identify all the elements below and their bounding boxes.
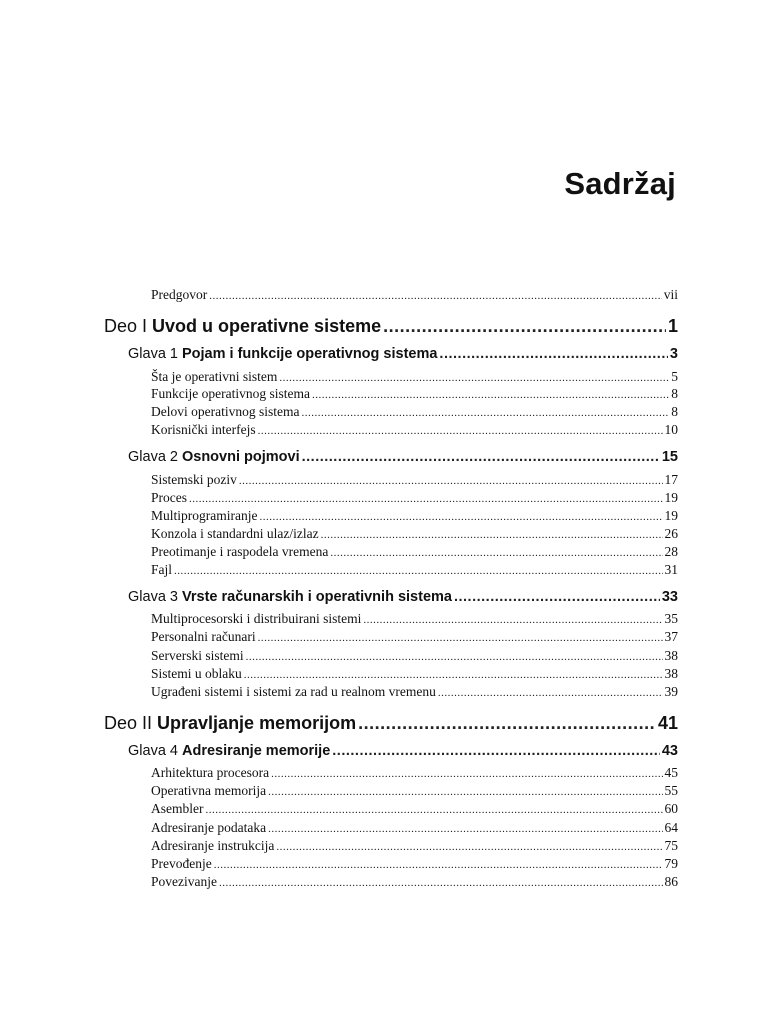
toc-entry-label: Operativna memorija [151, 783, 267, 798]
dot-leader [268, 786, 662, 798]
dot-leader [268, 823, 662, 835]
toc-entry-label: Adresiranje instrukcija [151, 838, 275, 853]
toc-page-number: 35 [664, 611, 678, 626]
chapter-title: Pojam i funkcije operativnog sistema [181, 346, 438, 362]
toc-page-number: 79 [664, 856, 678, 871]
toc-entry-label: Ugrađeni sistemi i sistemi za rad u realnom vremenu [151, 684, 436, 699]
toc-entry[interactable] [151, 422, 678, 438]
toc-chapter-4[interactable] [128, 743, 678, 759]
toc-chapter-1[interactable] [128, 346, 678, 362]
toc-page-number: 38 [664, 648, 678, 663]
part-title: Uvod u operativne sisteme [152, 316, 382, 336]
toc-entry-label: Konzola i standardni ulaz/izlaz [151, 526, 319, 541]
toc-entry[interactable] [151, 765, 678, 781]
toc-page-number: 5 [671, 369, 678, 384]
toc-page-number: 60 [664, 801, 678, 816]
dot-leader [276, 841, 662, 853]
dot-leader [205, 804, 662, 816]
toc-page-number: 64 [664, 820, 678, 835]
toc-entry[interactable] [151, 386, 678, 402]
dot-leader [330, 547, 662, 559]
dot-leader [244, 669, 663, 681]
toc-entry[interactable] [151, 490, 678, 506]
toc-entry[interactable] [151, 838, 678, 854]
dot-leader [239, 475, 663, 487]
toc-page-number: 43 [661, 743, 678, 759]
dot-leader [246, 651, 663, 663]
toc-page-number: 39 [664, 684, 678, 699]
toc-entry-label: Sistemi u oblaku [151, 666, 242, 681]
toc-entry-label: Šta je operativni sistem [151, 369, 278, 384]
dot-leader [312, 389, 669, 401]
toc-entry[interactable] [151, 544, 678, 560]
dot-leader [209, 290, 661, 302]
chapter-prefix: Glava 4 [128, 743, 178, 759]
toc-entry-label: Preotimanje i raspodela vremena [151, 544, 329, 559]
toc-page-number: 37 [664, 629, 678, 644]
dot-leader [258, 425, 663, 437]
toc-entry-label: Proces [151, 490, 187, 505]
toc-entry[interactable] [151, 472, 678, 488]
toc-entry-label: Predgovor [151, 287, 208, 302]
chapter-prefix: Glava 1 [128, 346, 178, 362]
toc-entry[interactable] [151, 648, 678, 664]
part-prefix: Deo I [104, 316, 148, 336]
toc-entry-label: Multiprocesorski i distribuirani sistemi [151, 611, 362, 626]
toc-entry-label: Prevođenje [151, 856, 212, 871]
toc-entry[interactable] [151, 562, 678, 578]
toc-page-number: 17 [664, 472, 678, 487]
toc-page-number: 75 [664, 838, 678, 853]
toc-chapter-3[interactable] [128, 589, 678, 605]
dot-leader [302, 449, 660, 465]
toc-page-number: 86 [664, 874, 678, 889]
toc-page-number: 41 [657, 713, 678, 733]
toc-page-number: 28 [664, 544, 678, 559]
dot-leader [271, 768, 662, 780]
toc-entry-label: Fajl [151, 562, 173, 577]
dot-leader [454, 589, 660, 605]
toc-page-number: 8 [671, 404, 678, 419]
toc-page-number: 55 [664, 783, 678, 798]
toc-page-number: 15 [661, 449, 678, 465]
toc-entry[interactable] [151, 874, 678, 890]
dot-leader [279, 372, 669, 384]
chapter-prefix: Glava 3 [128, 589, 178, 605]
toc-page-number: 31 [664, 562, 678, 577]
toc-page-number: 1 [667, 316, 678, 336]
dot-leader [332, 743, 660, 759]
toc-entry[interactable] [151, 801, 678, 817]
dot-leader [383, 316, 666, 337]
part-prefix: Deo II [104, 713, 153, 733]
dot-leader [189, 493, 663, 505]
toc-entry[interactable] [151, 820, 678, 836]
toc-entry[interactable] [151, 684, 678, 700]
toc-entry-label: Personalni računari [151, 629, 256, 644]
dot-leader [259, 511, 662, 523]
toc-entry[interactable] [151, 611, 678, 627]
dot-leader [258, 632, 663, 644]
toc-entry[interactable] [151, 508, 678, 524]
dot-leader [301, 407, 669, 419]
toc-entry-label: Adresiranje podataka [151, 820, 267, 835]
toc-entry-label: Arhitektura procesora [151, 765, 270, 780]
toc-page-number: 45 [664, 765, 678, 780]
toc-page-number: 8 [671, 386, 678, 401]
toc-page-number: 19 [664, 490, 678, 505]
dot-leader [363, 614, 662, 626]
page-title: Sadržaj [564, 166, 676, 201]
toc-entry-label: Multiprogramiranje [151, 508, 258, 523]
dot-leader [321, 529, 663, 541]
toc-entry-label: Korisnički interfejs [151, 422, 256, 437]
toc-page-number: vii [663, 287, 678, 302]
toc-entry[interactable] [151, 369, 678, 385]
dot-leader [174, 565, 662, 577]
toc-part-1[interactable] [104, 316, 678, 337]
toc-entry[interactable] [151, 666, 678, 682]
chapter-title: Adresiranje memorije [181, 743, 331, 759]
toc-entry-label: Delovi operativnog sistema [151, 404, 300, 419]
toc-page-number: 10 [664, 422, 678, 437]
toc-entry-label: Povezivanje [151, 874, 217, 889]
chapter-prefix: Glava 2 [128, 449, 178, 465]
toc-entry-label: Asembler [151, 801, 204, 816]
dot-leader [358, 713, 656, 734]
toc-page-number: 33 [661, 589, 678, 605]
toc-entry[interactable] [151, 526, 678, 542]
toc-entry[interactable] [151, 629, 678, 645]
dot-leader [439, 346, 668, 362]
toc-page-number: 26 [664, 526, 678, 541]
chapter-title: Vrste računarskih i operativnih sistema [181, 589, 452, 605]
toc-entry[interactable] [151, 783, 678, 799]
toc-page-number: 38 [664, 666, 678, 681]
toc-entry-preface[interactable] [151, 287, 678, 303]
toc-page-number: 19 [664, 508, 678, 523]
chapter-title: Osnovni pojmovi [181, 449, 300, 465]
toc-entry-label: Funkcije operativnog sistema [151, 386, 310, 401]
toc-entry-label: Sistemski poziv [151, 472, 237, 487]
toc-part-2[interactable] [104, 713, 678, 734]
part-title: Upravljanje memorijom [157, 713, 357, 733]
dot-leader [219, 877, 663, 889]
toc-entry[interactable] [151, 404, 678, 420]
toc-entry[interactable] [151, 856, 678, 872]
toc-page-number: 3 [669, 346, 678, 362]
toc-chapter-2[interactable] [128, 449, 678, 465]
dot-leader [438, 687, 663, 699]
dot-leader [214, 859, 663, 871]
toc-entry-label: Serverski sistemi [151, 648, 244, 663]
